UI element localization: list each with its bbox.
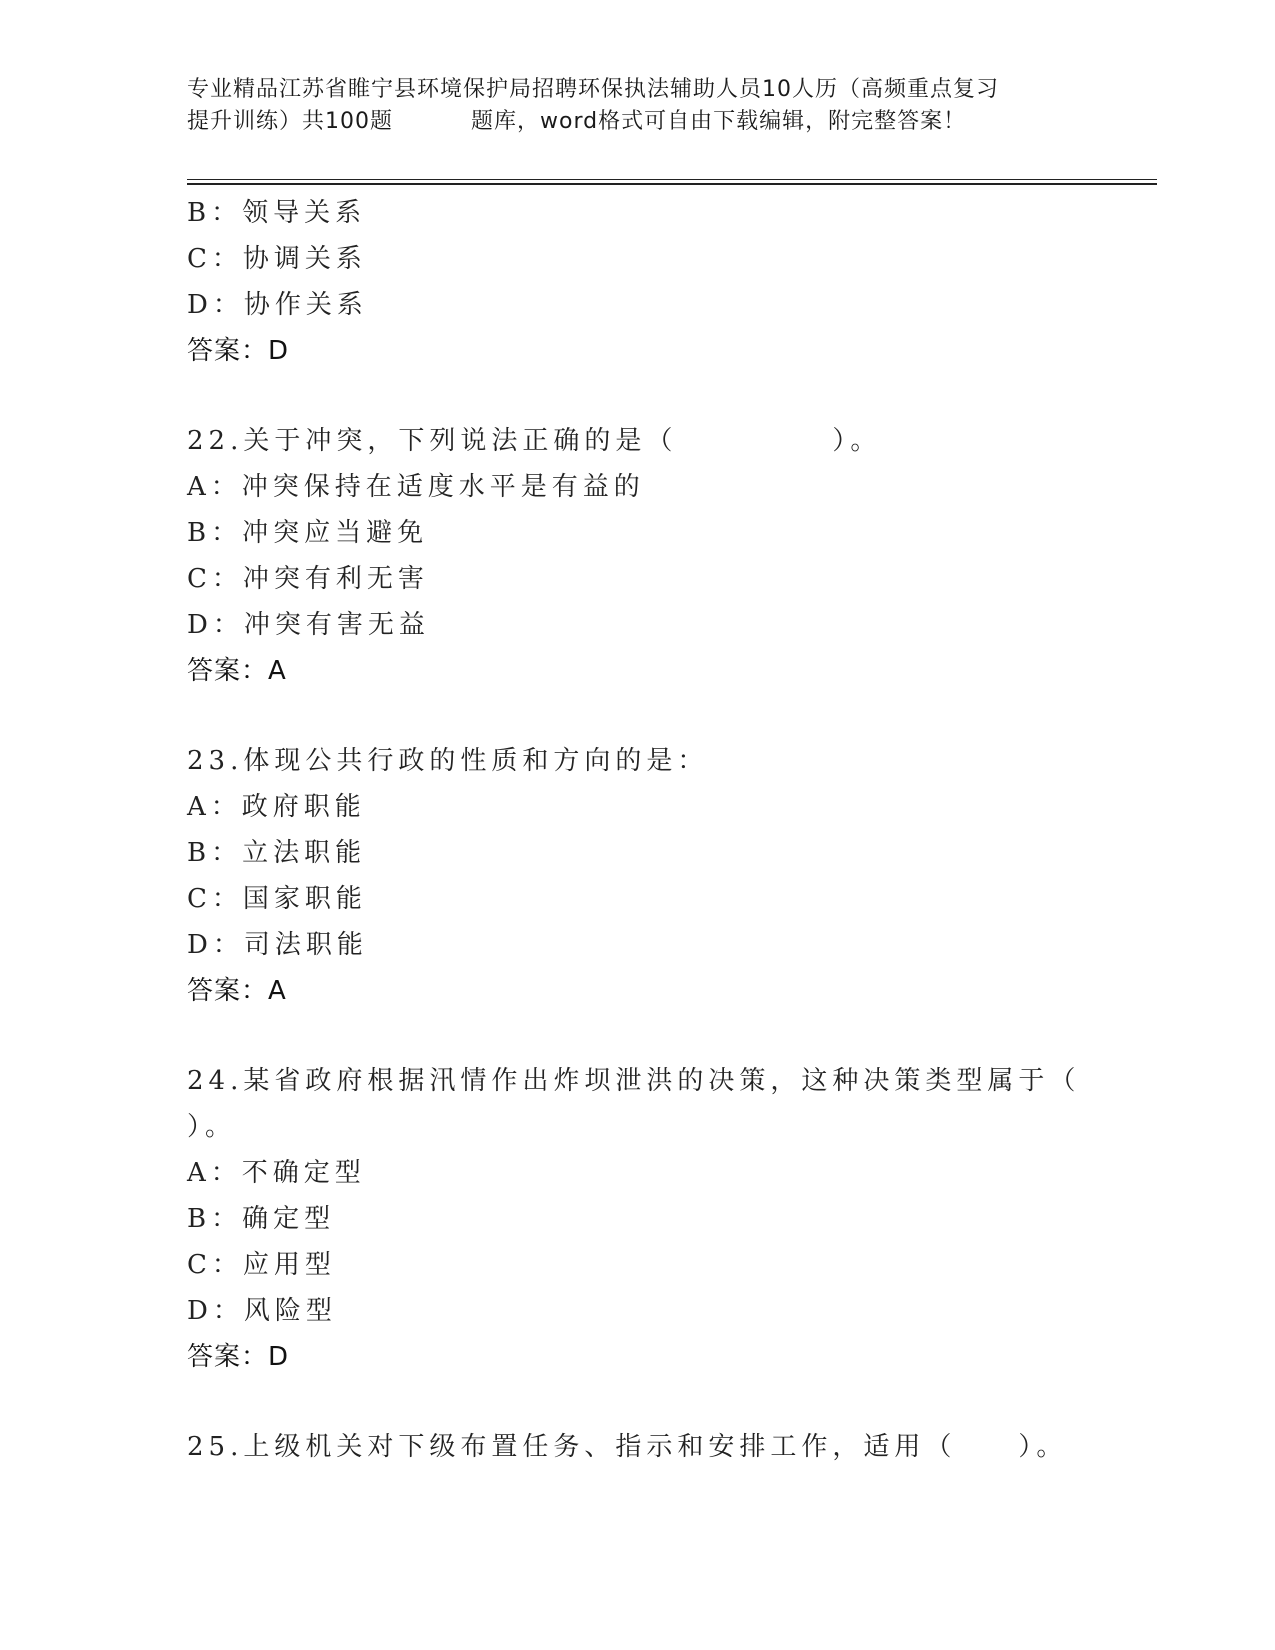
option-b: B：领导关系 (187, 198, 367, 228)
option-c: C：冲突有利无害 (187, 564, 429, 594)
spacer (187, 374, 1147, 418)
option-a: A：不确定型 (187, 1158, 366, 1188)
question-stem: 25.上级机关对下级布置任务、指示和安排工作，适用（ ）。 (187, 1432, 1068, 1462)
option-d: D：冲突有害无益 (187, 610, 430, 640)
question-stem: 22.关于冲突，下列说法正确的是（ ）。 (187, 426, 882, 456)
option-b: B：立法职能 (187, 838, 367, 868)
answer-line: 答案：A (187, 976, 287, 1006)
question-block-24 (187, 1058, 1147, 1380)
option-a: A：政府职能 (187, 792, 366, 822)
option-d: D：司法职能 (187, 930, 368, 960)
header-line-1: 专业精品江苏省睢宁县环境保护局招聘环保执法辅助人员10人历（高频重点复习 (187, 77, 999, 102)
header-line-2-left: 提升训练）共100题 (187, 109, 393, 134)
question-block-22 (187, 418, 1147, 694)
question-block-23 (187, 738, 1147, 1014)
spacer (187, 1380, 1147, 1424)
question-stem: 23.体现公共行政的性质和方向的是： (187, 746, 709, 776)
header-divider-thin (187, 179, 1157, 180)
option-b: B：确定型 (187, 1204, 336, 1234)
option-c: C：应用型 (187, 1250, 336, 1280)
spacer (187, 694, 1147, 738)
page-header (187, 74, 1087, 138)
answer-line: 答案：D (187, 1342, 290, 1372)
question-stem-line-2: ）。 (187, 1112, 237, 1142)
option-c: C：国家职能 (187, 884, 367, 914)
option-d: D：风险型 (187, 1296, 337, 1326)
question-block-25 (187, 1424, 1147, 1470)
header-line-2 (187, 106, 1087, 138)
option-d: D：协作关系 (187, 290, 368, 320)
header-line-2-right: 题库，word格式可自由下载编辑，附完整答案！ (471, 109, 967, 134)
option-b: B：冲突应当避免 (187, 518, 429, 548)
answer-line: 答案：A (187, 656, 287, 686)
answer-line: 答案：D (187, 336, 290, 366)
header-divider-thick (187, 183, 1157, 185)
spacer (187, 1014, 1147, 1058)
option-a: A：冲突保持在适度水平是有益的 (187, 472, 645, 502)
option-c: C：协调关系 (187, 244, 367, 274)
question-stem-line-1: 24.某省政府根据汛情作出炸坝泄洪的决策，这种决策类型属于（ (187, 1066, 1081, 1096)
question-list (187, 190, 1147, 1470)
question-block-21 (187, 190, 1147, 374)
